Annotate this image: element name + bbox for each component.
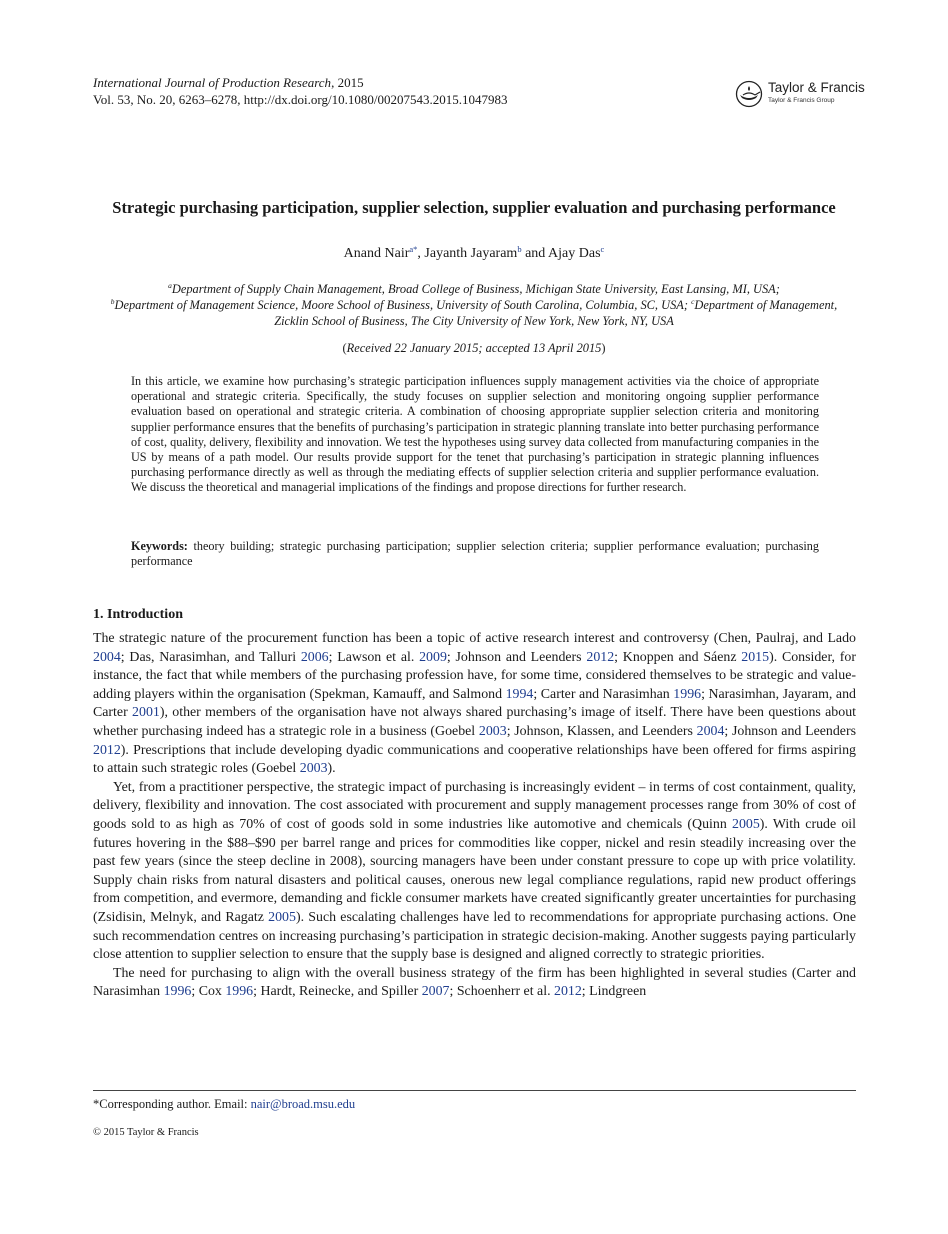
article-title: Strategic purchasing participation, supplier selection, supplier evaluation and purchasing performance <box>112 198 836 217</box>
author-affil-mark[interactable]: b <box>517 244 522 254</box>
citation-link[interactable]: 1996 <box>225 984 254 1000</box>
journal-year: , 2015 <box>331 75 364 90</box>
citation-link[interactable]: 2003 <box>299 761 328 777</box>
affiliation-c: Department of Management, Zicklin School of Business, The City University of New York, New York, NY, USA <box>274 298 838 328</box>
publisher-name: Taylor & Francis <box>768 80 865 95</box>
teapot-lamp-icon <box>734 80 764 108</box>
author-name: Ajay Das <box>548 246 601 261</box>
paragraph: The need for purchasing to align with the overall business strategy of the firm has been highlighted in several studies (Carter and Narasimhan 1996; Cox 1996; Hardt, Reinecke, and Spiller 2007; Schoenherr et al. 2012; Lindgreen <box>93 965 856 1000</box>
citation-link[interactable]: 2004 <box>93 649 121 665</box>
copyright: © 2015 Taylor & Francis <box>93 1127 199 1138</box>
footnote-divider <box>93 1090 856 1091</box>
section-heading: 1. Introduction <box>93 607 183 622</box>
affil-mark: a <box>168 281 172 290</box>
author-separator: , <box>417 246 425 261</box>
author-separator: and <box>521 246 549 261</box>
citation-link[interactable]: 2007 <box>421 984 450 1000</box>
citation-link[interactable]: 2009 <box>419 649 447 665</box>
body-text <box>93 630 856 1002</box>
citation-link[interactable]: 2012 <box>554 984 582 1000</box>
citation-link[interactable]: 2001 <box>132 705 160 721</box>
journal-header <box>93 74 507 108</box>
author-affil-mark[interactable]: a* <box>409 244 418 254</box>
keywords-label: Keywords: <box>131 539 188 553</box>
publisher-logo <box>734 78 864 112</box>
citation-link[interactable]: 2006 <box>300 649 329 665</box>
author-affil-mark[interactable]: c <box>600 244 605 254</box>
corresponding-author-note <box>93 1097 355 1112</box>
citation-link[interactable]: 2015 <box>741 649 770 665</box>
keywords-text: theory building; strategic purchasing participation; supplier selection criteria; supplier performance evaluation; purchasing performance <box>131 539 819 569</box>
affiliation-b: Department of Management Science, Moore School of Business, University of South Carolina, Columbia, SC, USA; <box>114 298 692 312</box>
citation-link[interactable]: 2012 <box>586 649 615 665</box>
publisher-group: Taylor & Francis Group <box>768 97 835 104</box>
citation-link[interactable]: 1996 <box>673 686 702 702</box>
citation-link[interactable]: 1994 <box>505 686 534 702</box>
journal-name: International Journal of Production Research <box>93 75 332 90</box>
received-dates: (Received 22 January 2015; accepted 13 April 2015) <box>342 341 606 355</box>
author-name: Jayanth Jayaram <box>424 246 518 261</box>
citation-link[interactable]: 2005 <box>732 816 760 832</box>
received-text: Received 22 January 2015; accepted 13 April 2015 <box>346 341 602 355</box>
author-list <box>93 246 855 262</box>
affiliations <box>93 281 855 329</box>
author-email-link[interactable]: nair@broad.msu.edu <box>250 1097 356 1111</box>
volume-doi-line[interactable]: Vol. 53, No. 20, 6263–6278, http://dx.doi.org/10.1080/00207543.2015.1047983 <box>93 92 508 107</box>
citation-link[interactable]: 2005 <box>268 909 296 925</box>
affil-mark: c <box>691 297 695 306</box>
corresponding-label: *Corresponding author. Email: <box>93 1097 251 1111</box>
citation-link[interactable]: 2012 <box>93 742 121 758</box>
citation-link[interactable]: 2004 <box>696 723 725 739</box>
affil-mark: b <box>110 297 115 306</box>
author-name: Anand Nair <box>343 246 410 261</box>
paragraph: Yet, from a practitioner perspective, the strategic impact of purchasing is increasingly evident – in terms of cost containment, quality, delivery, flexibility and innovation. The cost associated with procurement and supply management processes range from 30% of cost of goods sold to as high as 70% of cost of goods sold in some industries like automotive and chemicals (Quinn 2005). With crude oil futures hovering in the $88–$90 per barrel range and prices for commodities like copper, nickel and resin steadily increasing over the past few years (since the steep decline in 2008), sourcing managers have been under constant pressure to cope up with price volatility. Supply chain risks from natural disasters and political causes, onerous new legal compliance regulations, rapid new product offerings from competition, and evermore, demanding and fickle consumer markets have created significantly greater uncertainties for purchasing (Zsidisin, Melnyk, and Ragatz 2005). Such escalating challenges have led to recommendations for appropriate purchasing actions. One such recommendation centres on increasing purchasing’s participation in strategic decision-making. Another suggests paying particularly close attention to supplier selection to ensure that the supply base is designed and aligned correctly to strategic priorities. <box>93 779 856 963</box>
keywords <box>131 539 819 569</box>
paragraph: The strategic nature of the procurement function has been a topic of active research interest and controversy (Chen, Paulraj, and Lado 2004; Das, Narasimhan, and Talluri 2006; Lawson et al. 2009; Johnson and Leenders 2012; Knoppen and Sáenz 2015). Consider, for instance, the fact that while members of the purchasing profession have, for some time, considered themselves to be strategic and value-adding players within the organisation (Spekman, Kamauff, and Salmond 1994; Carter and Narasimhan 1996; Narasimhan, Jayaram, and Carter 2001), other members of the organisation have not always shared purchasing’s image of itself. There have been questions about whether purchasing indeed has a strategic role in a business (Goebel 2003; Johnson, Klassen, and Leenders 2004; Johnson and Leenders 2012). Prescriptions that include developing dyadic communications and cooperative relationships have been offered for firms aspiring to attain such strategic roles (Goebel 2003). <box>93 631 856 777</box>
abstract: In this article, we examine how purchasing’s strategic participation influences supply management activities via the choice of appropriate operational and strategic criteria. Specifically, the study focuses on supplier selection and monitoring ongoing supplier performance evaluation based on operational and strategic criteria. A combination of choosing appropriate supplier selection criteria and monitoring supplier performance ensures that the benefits of purchasing’s participation in strategic planning translate into better purchasing performance of cost, quality, delivery, flexibility and innovation. We test the hypotheses using survey data collected from manufacturing companies in the US by means of a path model. Our results provide support for the tenet that purchasing’s participation in strategic planning influences purchasing performance directly as well as through the mediating effects of supplier selection criteria and supplier performance evaluation. We discuss the theoretical and managerial implications of the findings and propose directions for further research. <box>131 374 819 495</box>
affiliation-a: Department of Supply Chain Management, Broad College of Business, Michigan State University, East Lansing, MI, USA; <box>171 282 780 296</box>
citation-link[interactable]: 1996 <box>163 984 192 1000</box>
citation-link[interactable]: 2003 <box>478 723 507 739</box>
